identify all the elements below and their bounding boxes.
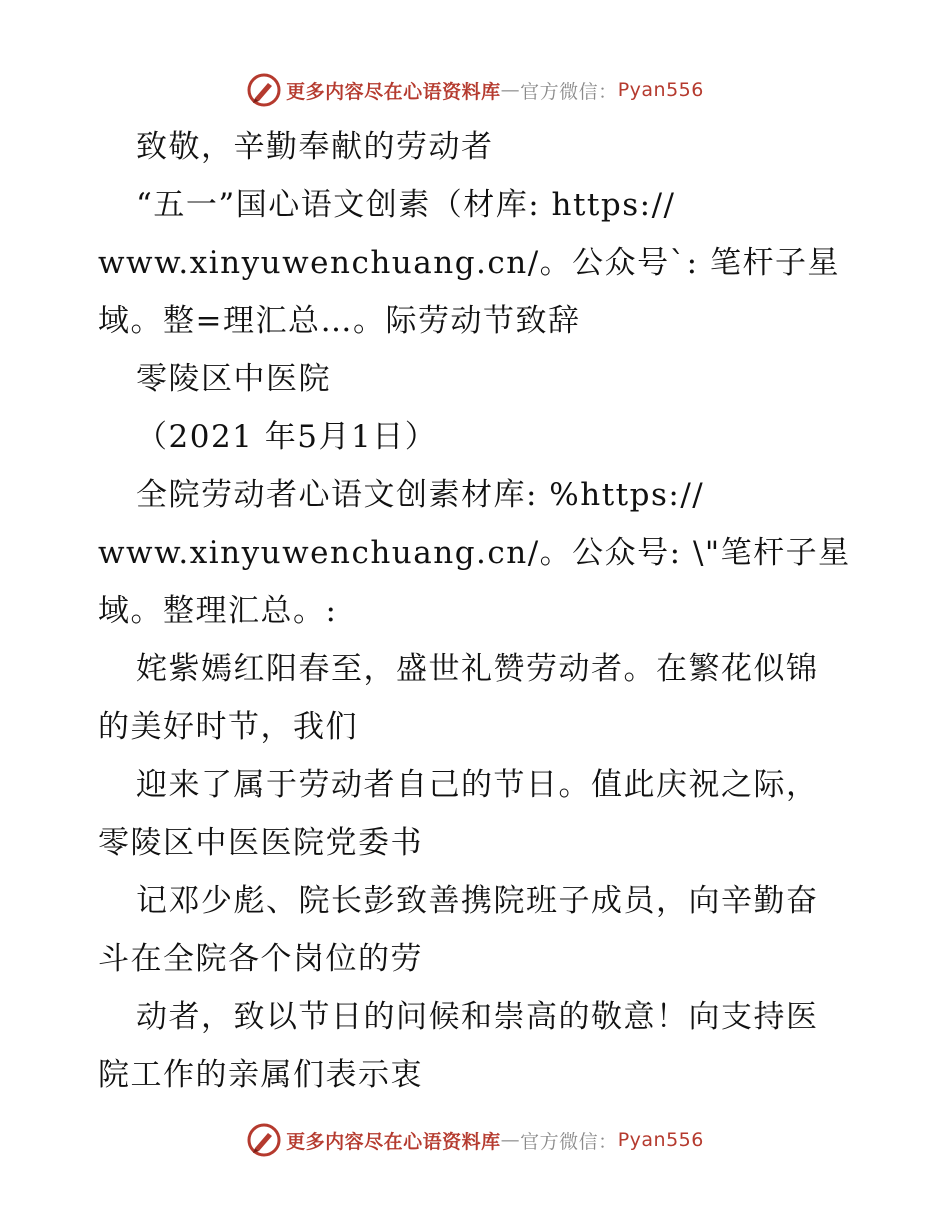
text-line: 动者，致以节日的问候和崇高的敬意！向支持医 [136, 999, 819, 1035]
text-line: 斗在全院各个岗位的劳 [98, 941, 423, 977]
text-line: 记邓少彪、院长彭致善携院班子成员，向辛勤奋 [136, 883, 819, 919]
text-line: 域。整理汇总。: [98, 593, 338, 629]
document-body [98, 118, 868, 1104]
text-line: www.xinyuwenchuang.cn/。公众号: \"笔杆子星 [98, 535, 851, 571]
watermark-site: 更多内容尽在心语资料库 [286, 80, 501, 103]
watermark-site: 更多内容尽在心语资料库 [286, 1130, 501, 1153]
watermark-dash: — [500, 1129, 521, 1151]
hospital-name: 零陵区中医院 [136, 361, 331, 397]
text-line: 零陵区中医医院党委书 [98, 825, 423, 861]
text-line: 迎来了属于劳动者自己的节日。值此庆祝之际， [136, 767, 819, 803]
text-line: 姹紫嫣红阳春至，盛世礼赞劳动者。在繁花似锦 [136, 651, 819, 687]
pen-logo-icon [246, 1122, 282, 1158]
watermark-id: Pyan556 [617, 79, 704, 101]
pen-logo-icon [246, 72, 282, 108]
header-watermark [0, 70, 950, 110]
text-line: “五一”国心语文创素（材库: https:// [136, 187, 676, 223]
watermark-label: 官方微信： [520, 1130, 618, 1153]
watermark-id: Pyan556 [617, 1129, 704, 1151]
watermark-dash: — [500, 79, 521, 101]
doc-date: （2021 年5月1日） [136, 419, 438, 455]
footer-watermark [0, 1120, 950, 1160]
text-line: www.xinyuwenchuang.cn/。公众号`: 笔杆子星 [98, 245, 840, 281]
text-line: 院工作的亲属们表示衷 [98, 1057, 423, 1093]
text-line: 的美好时节，我们 [98, 709, 358, 745]
doc-title: 致敬，辛勤奉献的劳动者 [136, 129, 494, 165]
text-line: 全院劳动者心语文创素材库: %https:// [136, 477, 705, 513]
text-line: 域。整=理汇总…。际劳动节致辞 [98, 303, 581, 339]
watermark-label: 官方微信： [520, 80, 618, 103]
